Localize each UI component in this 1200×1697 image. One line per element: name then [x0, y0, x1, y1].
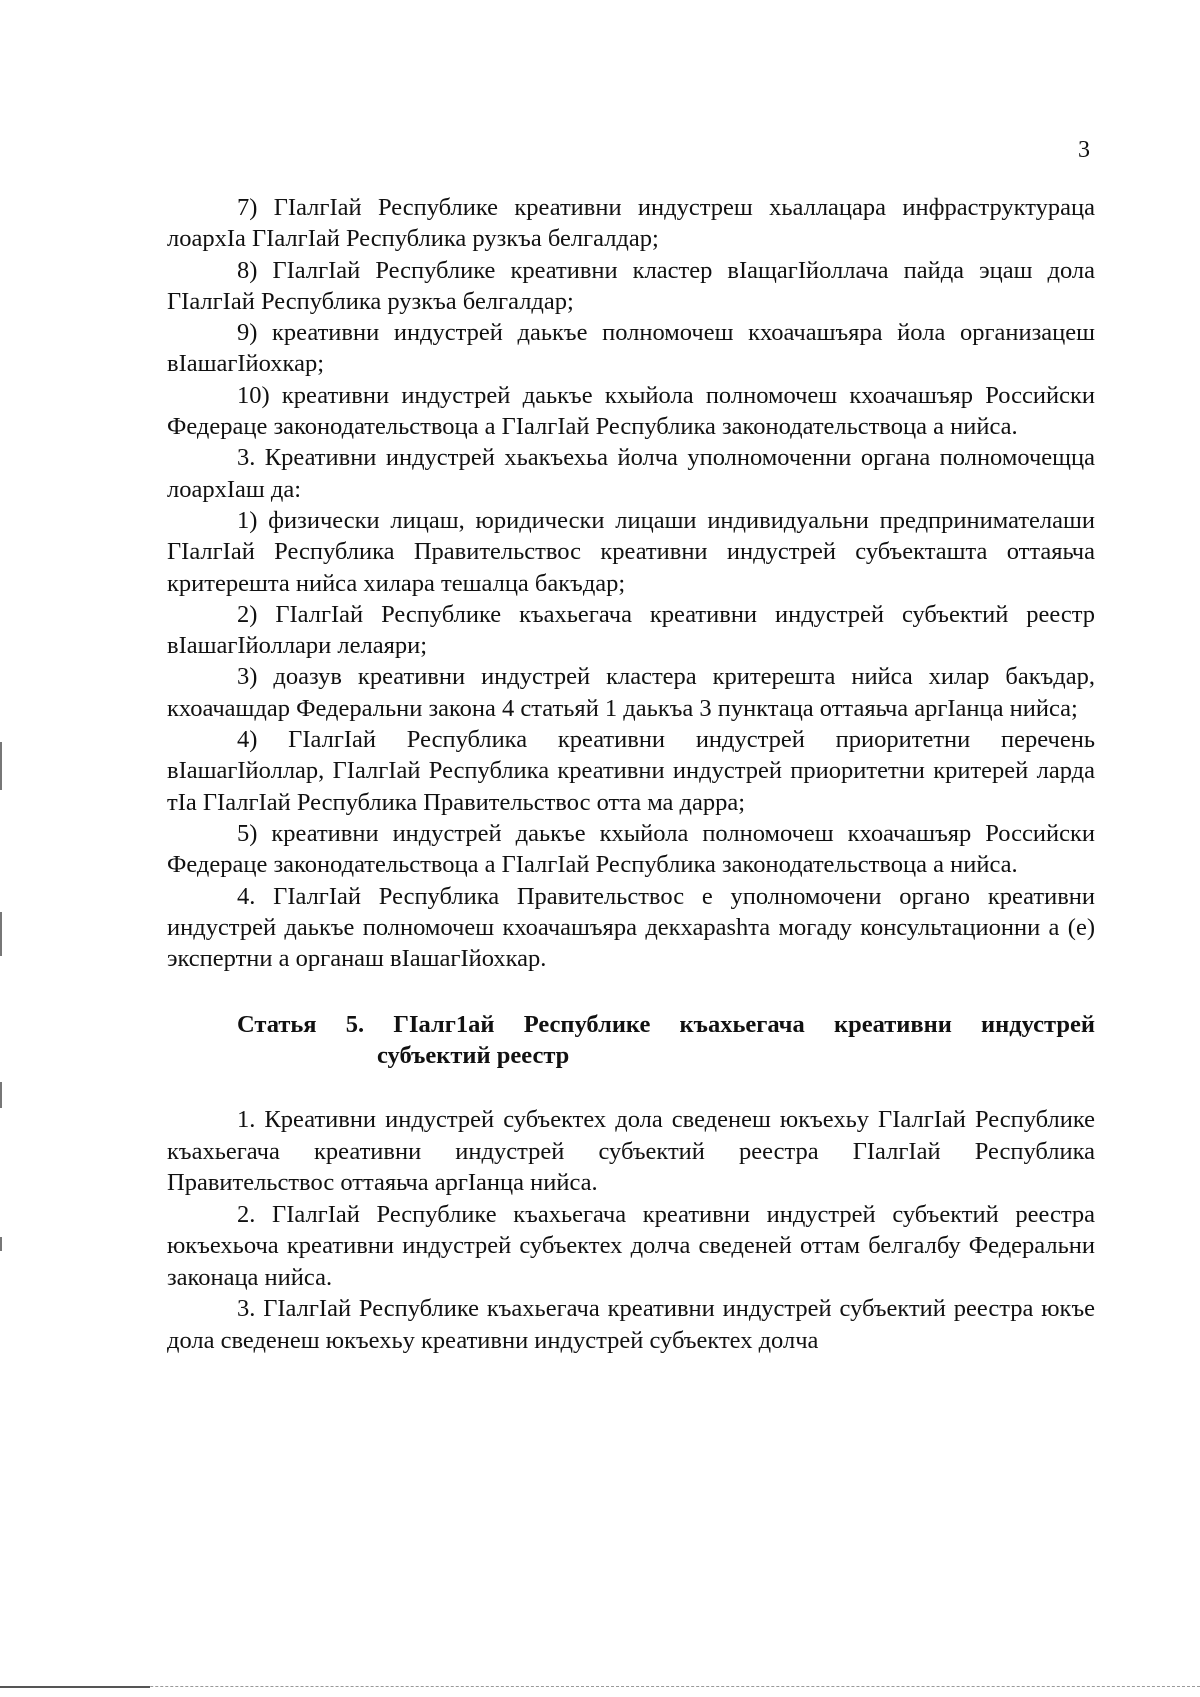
bottom-scan-line-solid	[0, 1686, 150, 1688]
paragraph: 8) ГIалгIай Республике креативни кластер вIащагIйоллача пайда эцаш дола ГIалгIай Республика рузкъа белгалдар;	[167, 256, 1095, 315]
paragraph: 4) ГIалгIай Республика креативни индустрей приоритетни перечень вIашагIйоллар, ГIалгIай Республика креативни индустрей приоритетни критерей ларда тIа ГIалгIай Республика Правительствос отта ма дарра;	[167, 726, 1095, 816]
article-heading-line1: Статья 5. ГIалг1ай Республике къахьегача креативни индустрей	[237, 1011, 1095, 1039]
paragraph: 9) креативни индустрей даькъе полномочеш кхоачашъяра йола организацеш вIашагIйохкар;	[167, 319, 1095, 378]
paragraph: 1. Креативни индустрей субъектех дола сведенеш юкъехьу ГIалгIай Республике къахьегача креативни индустрей субъектий реестра ГIалгIай Республика Правительствос оттаяьча аргIанца нийса.	[167, 1106, 1095, 1197]
paragraph: 3. ГIалгIай Республике къахьегача креативни индустрей субъектий реестра юкъе дола сведенеш юкъехьу креативни индустрей субъектех долча	[167, 1295, 1095, 1354]
scan-edge-mark	[0, 1237, 2, 1251]
paragraph: 1) физически лицаш, юридически лицаши индивидуальни предпринимателаши ГIалгIай Республика Правительствос креативни индустрей субъекташта оттаяьча критерешта нийса хилара тешалца бакъдар;	[167, 506, 1095, 597]
article-heading-line2: субъектий реестр	[377, 1042, 570, 1070]
paragraph: 2) ГIалгIай Республике къахьегача креативни индустрей субъектий реестр вIашагIйоллари лелаяри;	[167, 600, 1095, 660]
paragraph: 3) доазув креативни индустрей кластера критерешта нийса хилар бакъдар, кхоачашдар Федеральни закона 4 статьяй 1 даькъа 3 пунктаца оттаяьча аргIанца нийса;	[167, 663, 1095, 722]
scan-edge-mark	[0, 1082, 2, 1108]
scan-edge-mark	[0, 742, 2, 790]
paragraph: 2. ГIалгIай Республике къахьегача креативни индустрей субъектий реестра юкъехьоча креативни индустрей субъектех долча сведеней оттам белгалбу Федеральни законаца нийса.	[167, 1200, 1095, 1291]
paragraph: 7) ГIалгIай Республике креативни индустреш хьаллацара инфраструктураца лоархIа ГIалгIай Республика рузкъа белгалдар;	[167, 194, 1095, 253]
bottom-scan-line	[0, 1686, 1200, 1687]
section-article-4-continued	[167, 192, 1095, 974]
paragraph: 5) креативни индустрей даькъе кхыйола полномочеш кхоачашъяр Российски Федераце законодательствоца а ГIалгIай Республика законодательствоца а нийса.	[167, 819, 1095, 879]
paragraph: 3. Креативни индустрей хьакъехьа йолча уполномоченни органа полномочещца лоархIаш да:	[167, 444, 1095, 503]
page-number: 3	[1078, 137, 1090, 163]
paragraph: 10) креативни индустрей даькъе кхыйола полномочеш кхоачашъяр Российски Федераце законодательствоца а ГIалгIай Республика законодательствоца а нийса.	[167, 381, 1095, 441]
document-body	[167, 192, 1095, 1356]
paragraph: 4. ГIалгIай Республика Правительствос е уполномочени органо креативни индустрей даькъе полномочеш кхоачашъяра декхараshта могаду консультационни а (е) экспертни а органаш вIашагIйохкар.	[167, 882, 1095, 973]
section-article-5	[167, 1104, 1095, 1356]
article-heading	[167, 1009, 1095, 1071]
scan-edge-mark	[0, 912, 2, 956]
